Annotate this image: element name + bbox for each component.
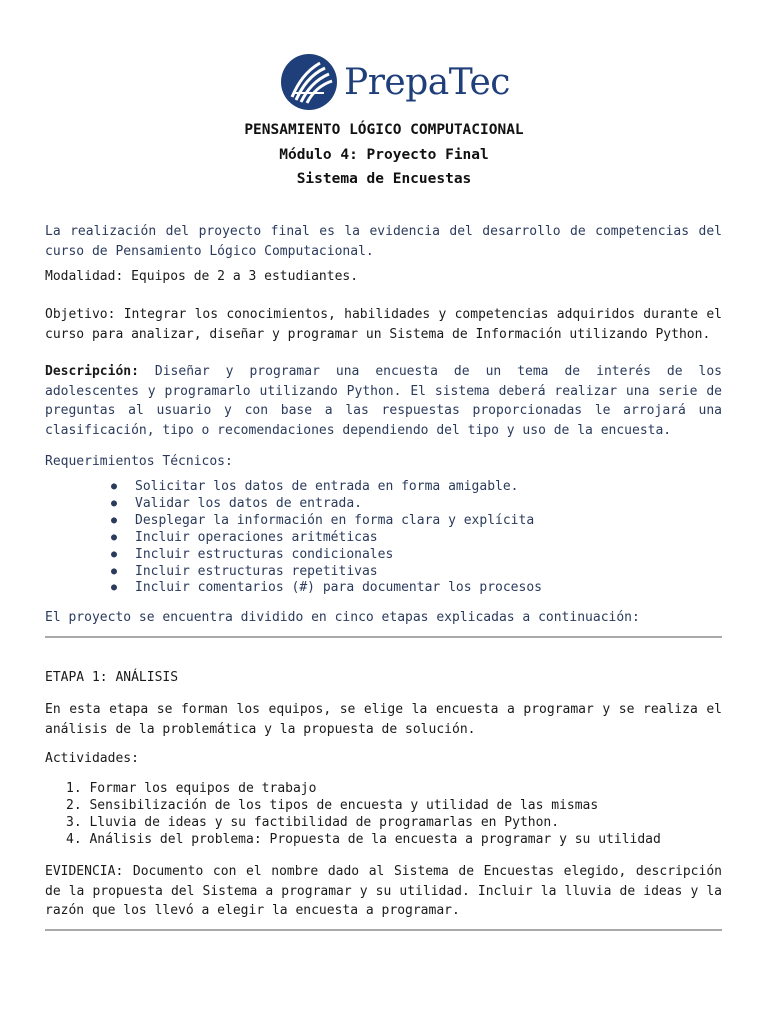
course-title: PENSAMIENTO LÓGICO COMPUTACIONAL [244,122,524,138]
actividades-list [66,781,661,849]
objetivo-paragraph: Objetivo: Integrar los conocimientos, habilidades y competencias adquiridos durante el curso para analizar, diseñar y programar un Sistema de Información utilizando Python. [45,307,722,342]
list-item: ● Desplegar la información en forma clara y explícita [105,513,542,530]
brand-name: PrepaTec [344,61,510,103]
divider [45,929,722,931]
actividades-label: Actividades: [45,751,139,766]
divider [45,636,722,638]
list-item: 1. Formar los equipos de trabajo [66,781,317,796]
list-item: ● Incluir comentarios (#) para documentar los procesos [105,580,542,597]
list-item: ● Solicitar los datos de entrada en forma amigable. [105,479,542,496]
module-title: Módulo 4: Proyecto Final [279,146,489,163]
document-title [0,118,768,192]
list-item: 2. Sensibilización de los tipos de encuesta y utilidad de las mismas [66,797,599,813]
requerimientos-title: Requerimientos Técnicos: [45,454,233,469]
list-item: ● Validar los datos de entrada. [105,496,542,513]
prepatec-logo [280,52,510,112]
modalidad-paragraph: Modalidad: Equipos de 2 a 3 estudiantes. [45,269,359,284]
evidencia-paragraph: EVIDENCIA: Documento con el nombre dado al Sistema de Encuestas elegido, descripción de la propuesta del Sistema a programar y su utilidad. Incluir la lluvia de ideas y la razón que los llevó a elegir la encuesta a programar. [45,864,722,918]
list-item: 4. Análisis del problema: Propuesta de la encuesta a programar y su utilidad [66,831,661,847]
list-item: ● Incluir estructuras repetitivas [105,564,542,581]
etapa1-title: ETAPA 1: ANÁLISIS [45,670,179,685]
etapas-intro: El proyecto se encuentra dividido en cinco etapas explicadas a continuación: [45,610,640,625]
descripcion-text: Diseñar y programar una encuesta de un tema de interés de los adolescentes y programarlo utilizando Python. El sistema deberá realizar una serie de preguntas al usuario y con base a las respuestas proporcionadas le arrojará una clasificación, tipo o recomendaciones dependiendo del tipo y uso de la encuesta. [45,364,722,438]
descripcion-paragraph [45,362,722,440]
list-item: ● Incluir operaciones aritméticas [105,530,542,547]
etapa1-description: En esta etapa se forman los equipos, se elige la encuesta a programar y se realiza el análisis de la problemática y la propuesta de solución. [45,702,722,737]
intro-paragraph: La realización del proyecto final es la evidencia del desarrollo de competencias del curso de Pensamiento Lógico Computacional. [45,224,722,259]
list-item: ● Incluir estructuras condicionales [105,547,542,564]
descripcion-label: Descripción: [45,364,139,379]
project-title: Sistema de Encuestas [296,171,472,187]
requerimientos-list [105,479,542,597]
list-item: 3. Lluvia de ideas y su factibilidad de programarlas en Python. [66,814,560,830]
prepatec-logo-icon [280,53,338,111]
